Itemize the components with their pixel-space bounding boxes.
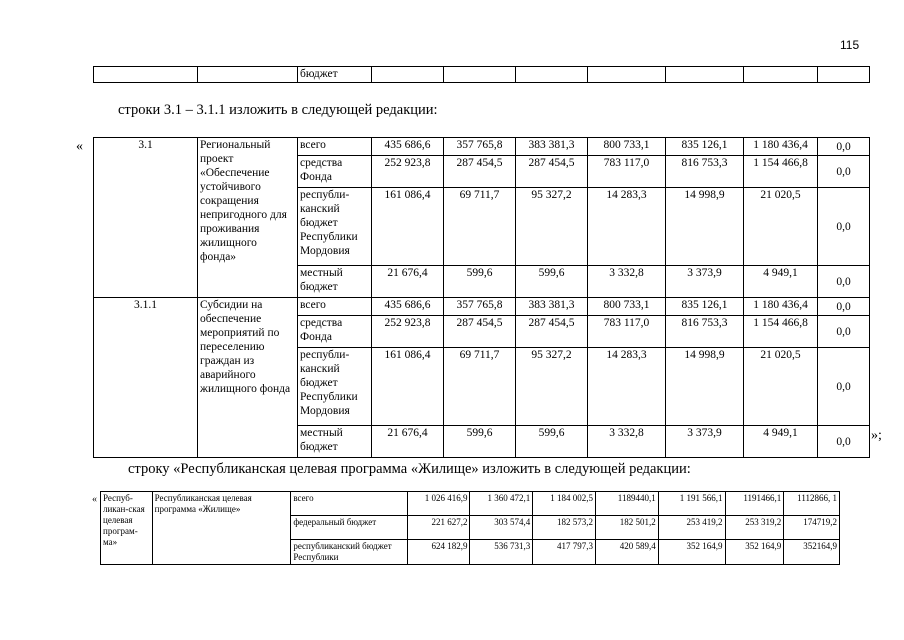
value-cell: 420 589,4 bbox=[595, 540, 658, 565]
value-cell: 14 998,9 bbox=[666, 188, 744, 266]
value-cell: 4 949,1 bbox=[744, 426, 818, 458]
table-cell: бюджет bbox=[298, 67, 372, 83]
row-code: 3.1.1 bbox=[94, 298, 198, 458]
program-name: Республиканская целевая программа «Жилище» bbox=[152, 492, 291, 565]
value-cell: 357 765,8 bbox=[444, 298, 516, 316]
close-quote: »; bbox=[871, 428, 882, 443]
value-cell: 253 419,2 bbox=[658, 516, 725, 540]
value-cell: 252 923,8 bbox=[372, 316, 444, 348]
funding-source: республи-канский бюджет Республики Мордовия bbox=[298, 348, 372, 426]
value-cell: 800 733,1 bbox=[588, 298, 666, 316]
value-cell: 783 117,0 bbox=[588, 316, 666, 348]
value-cell-last: 0,0 bbox=[818, 188, 870, 266]
value-cell: 287 454,5 bbox=[516, 316, 588, 348]
value-cell: 599,6 bbox=[444, 426, 516, 458]
value-cell: 624 182,9 bbox=[407, 540, 470, 565]
main-table bbox=[93, 137, 870, 458]
row-code: 3.1 bbox=[94, 138, 198, 298]
funding-source: республи-канский бюджет Республики Мордовия bbox=[298, 188, 372, 266]
value-cell: 352 164,9 bbox=[658, 540, 725, 565]
value-cell: 14 998,9 bbox=[666, 348, 744, 426]
value-cell: 252 923,8 bbox=[372, 156, 444, 188]
value-cell: 383 381,3 bbox=[516, 298, 588, 316]
value-cell: 783 117,0 bbox=[588, 156, 666, 188]
value-cell: 383 381,3 bbox=[516, 138, 588, 156]
instruction-heading: строки 3.1 – 3.1.1 изложить в следующей редакции: bbox=[118, 102, 438, 118]
value-cell: 3 373,9 bbox=[666, 426, 744, 458]
value-cell: 253 319,2 bbox=[725, 516, 784, 540]
value-cell: 69 711,7 bbox=[444, 348, 516, 426]
value-cell: 1 180 436,4 bbox=[744, 298, 818, 316]
value-cell: 3 332,8 bbox=[588, 426, 666, 458]
value-cell-last: 0,0 bbox=[818, 348, 870, 426]
value-cell: 21 676,4 bbox=[372, 426, 444, 458]
value-cell: 221 627,2 bbox=[407, 516, 470, 540]
program-short-name: Респуб-ликан-ская целевая програм-ма» bbox=[101, 492, 153, 565]
funding-source: федеральный бюджет bbox=[291, 516, 407, 540]
value-cell-last: 0,0 bbox=[818, 156, 870, 188]
funding-source: местный бюджет bbox=[298, 426, 372, 458]
value-cell: 21 676,4 bbox=[372, 266, 444, 298]
value-cell: 182 501,2 bbox=[595, 516, 658, 540]
funding-source: всего bbox=[291, 492, 407, 516]
value-cell-last: 0,0 bbox=[818, 298, 870, 316]
value-cell: 1 180 436,4 bbox=[744, 138, 818, 156]
value-cell: 182 573,2 bbox=[533, 516, 596, 540]
value-cell: 599,6 bbox=[516, 266, 588, 298]
value-cell: 599,6 bbox=[444, 266, 516, 298]
value-cell: 835 126,1 bbox=[666, 298, 744, 316]
value-cell: 287 454,5 bbox=[444, 316, 516, 348]
funding-source: средства Фонда bbox=[298, 316, 372, 348]
funding-source: местный бюджет bbox=[298, 266, 372, 298]
value-cell: 835 126,1 bbox=[666, 138, 744, 156]
funding-source: всего bbox=[298, 298, 372, 316]
value-cell: 14 283,3 bbox=[588, 188, 666, 266]
value-cell: 1191466,1 bbox=[725, 492, 784, 516]
value-cell-last: 0,0 bbox=[818, 266, 870, 298]
value-cell: 3 332,8 bbox=[588, 266, 666, 298]
value-cell: 357 765,8 bbox=[444, 138, 516, 156]
value-cell: 14 283,3 bbox=[588, 348, 666, 426]
value-cell: 287 454,5 bbox=[516, 156, 588, 188]
value-cell-last: 0,0 bbox=[818, 138, 870, 156]
value-cell: 95 327,2 bbox=[516, 188, 588, 266]
table-row bbox=[94, 298, 870, 316]
value-cell: 1 360 472,1 bbox=[470, 492, 533, 516]
value-cell: 352 164,9 bbox=[725, 540, 784, 565]
value-cell: 3 373,9 bbox=[666, 266, 744, 298]
value-cell: 435 686,6 bbox=[372, 138, 444, 156]
value-cell: 1 191 566,1 bbox=[658, 492, 725, 516]
value-cell: 287 454,5 bbox=[444, 156, 516, 188]
value-cell: 161 086,4 bbox=[372, 188, 444, 266]
value-cell: 800 733,1 bbox=[588, 138, 666, 156]
open-quote: « bbox=[76, 139, 83, 154]
value-cell: 69 711,7 bbox=[444, 188, 516, 266]
measure-name: Субсидии на обеспечение мероприятий по переселению граждан из аварийного жилищного фонда bbox=[198, 298, 298, 458]
value-cell: 435 686,6 bbox=[372, 298, 444, 316]
value-cell: 536 731,3 bbox=[470, 540, 533, 565]
value-cell: 599,6 bbox=[516, 426, 588, 458]
value-cell: 4 949,1 bbox=[744, 266, 818, 298]
funding-source: средства Фонда bbox=[298, 156, 372, 188]
value-cell: 1 184 002,5 bbox=[533, 492, 596, 516]
page-number: 115 bbox=[840, 38, 860, 52]
measure-name: Региональный проект «Обеспечение устойчивого сокращения непригодного для проживания жилищного фонда» bbox=[198, 138, 298, 298]
value-cell: 21 020,5 bbox=[744, 348, 818, 426]
table-row bbox=[101, 492, 840, 516]
value-cell: 352164,9 bbox=[784, 540, 840, 565]
table-row bbox=[94, 138, 870, 156]
value-cell: 1189440,1 bbox=[595, 492, 658, 516]
value-cell: 174719,2 bbox=[784, 516, 840, 540]
previous-table-fragment bbox=[93, 66, 870, 83]
small-open-quote: « bbox=[92, 494, 97, 505]
instruction-heading-2: строку «Республиканская целевая программа «Жилище» изложить в следующей редакции: bbox=[128, 461, 691, 477]
value-cell: 1112866, 1 bbox=[784, 492, 840, 516]
funding-source: республиканский бюджет Республики bbox=[291, 540, 407, 565]
value-cell: 1 026 416,9 bbox=[407, 492, 470, 516]
zhilishche-table bbox=[100, 491, 840, 565]
value-cell: 95 327,2 bbox=[516, 348, 588, 426]
value-cell: 816 753,3 bbox=[666, 316, 744, 348]
value-cell: 816 753,3 bbox=[666, 156, 744, 188]
value-cell: 161 086,4 bbox=[372, 348, 444, 426]
value-cell: 21 020,5 bbox=[744, 188, 818, 266]
value-cell: 1 154 466,8 bbox=[744, 156, 818, 188]
value-cell: 303 574,4 bbox=[470, 516, 533, 540]
value-cell-last: 0,0 bbox=[818, 426, 870, 458]
value-cell: 417 797,3 bbox=[533, 540, 596, 565]
funding-source: всего bbox=[298, 138, 372, 156]
value-cell: 1 154 466,8 bbox=[744, 316, 818, 348]
value-cell-last: 0,0 bbox=[818, 316, 870, 348]
